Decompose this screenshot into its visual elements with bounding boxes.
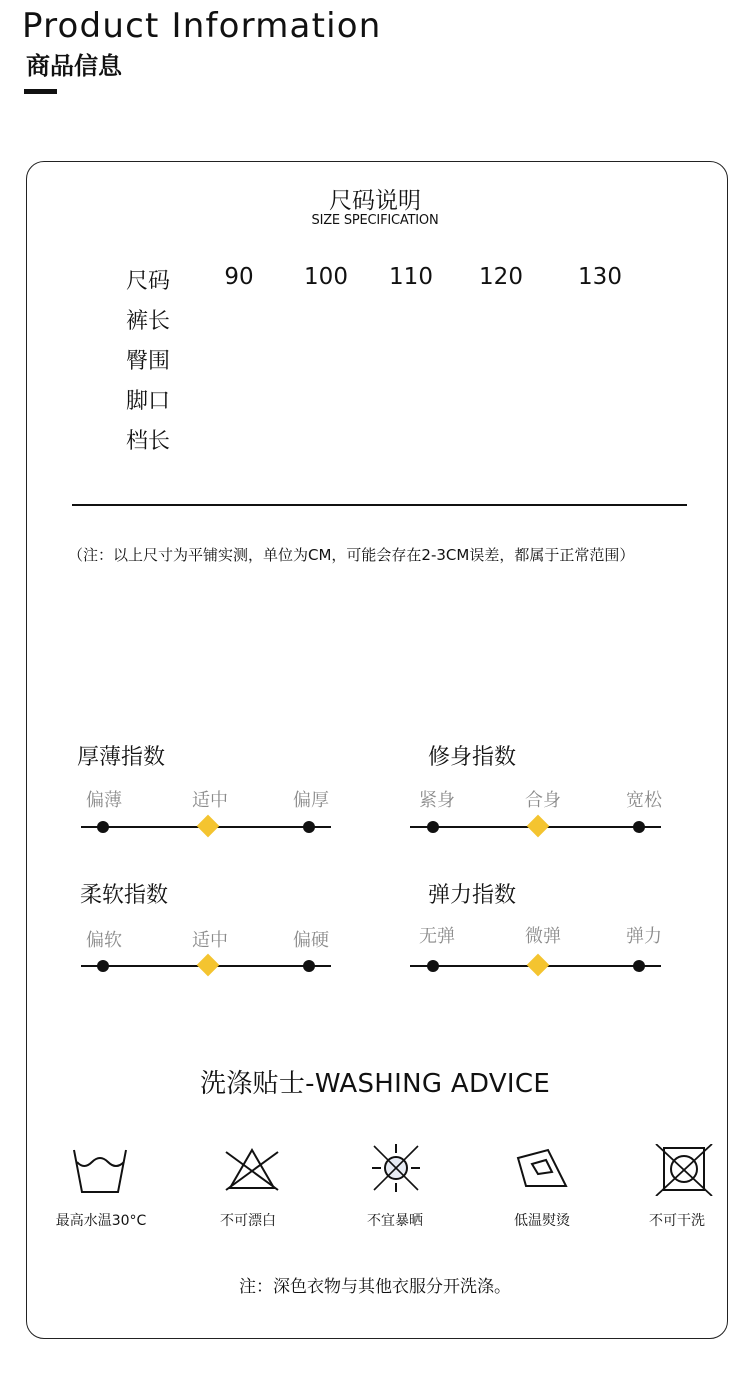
title-underline bbox=[24, 89, 57, 94]
index-dot bbox=[633, 821, 645, 833]
index-dot bbox=[303, 821, 315, 833]
index-title-softness: 柔软指数 bbox=[80, 883, 169, 908]
no-dry-clean-icon bbox=[654, 1144, 714, 1196]
index-option: 微弹 bbox=[525, 926, 561, 947]
wash-30-icon bbox=[70, 1144, 130, 1196]
index-dot bbox=[303, 960, 315, 972]
wash-label-bleach: 不可漂白 bbox=[220, 1213, 276, 1229]
size-col-130: 130 bbox=[578, 264, 622, 290]
row-label-length: 裤长 bbox=[126, 309, 171, 334]
row-label-hip: 臀围 bbox=[126, 349, 171, 374]
index-title-elasticity: 弹力指数 bbox=[428, 883, 517, 908]
washing-title: 洗涤贴士-WASHING ADVICE bbox=[199, 1069, 551, 1099]
no-sun-icon bbox=[366, 1142, 426, 1194]
index-option: 弹力 bbox=[626, 926, 662, 947]
index-dot bbox=[97, 821, 109, 833]
index-option: 偏厚 bbox=[293, 790, 329, 811]
index-option: 合身 bbox=[525, 790, 561, 811]
index-option: 紧身 bbox=[419, 790, 455, 811]
row-label-rise: 档长 bbox=[126, 429, 171, 454]
index-option: 偏薄 bbox=[86, 790, 122, 811]
size-spec-subtitle: SIZE SPECIFICATION bbox=[311, 213, 439, 228]
no-bleach-icon bbox=[222, 1144, 282, 1196]
row-label-size: 尺码 bbox=[126, 269, 171, 294]
index-option: 偏硬 bbox=[293, 930, 329, 951]
wash-label-sun: 不宜暴晒 bbox=[367, 1213, 423, 1229]
wash-label-temp: 最高水温30°C bbox=[55, 1213, 147, 1229]
index-option: 偏软 bbox=[86, 930, 122, 951]
page-title-cn: 商品信息 bbox=[26, 52, 122, 80]
index-dot bbox=[97, 960, 109, 972]
index-dot bbox=[427, 821, 439, 833]
index-option: 无弹 bbox=[419, 926, 455, 947]
row-label-hem: 脚口 bbox=[126, 389, 171, 414]
size-col-120: 120 bbox=[479, 264, 523, 290]
wash-label-dryclean: 不可干洗 bbox=[649, 1213, 705, 1229]
size-col-100: 100 bbox=[304, 264, 348, 290]
index-option: 宽松 bbox=[626, 790, 662, 811]
wash-label-iron: 低温熨烫 bbox=[514, 1213, 570, 1229]
index-title-thickness: 厚薄指数 bbox=[77, 745, 166, 770]
low-iron-icon bbox=[512, 1144, 572, 1196]
index-dot bbox=[427, 960, 439, 972]
size-col-90: 90 bbox=[224, 264, 254, 290]
page-title-en: Product Information bbox=[22, 6, 382, 46]
index-dot bbox=[633, 960, 645, 972]
size-note: （注：以上尺寸为平铺实测，单位为CM，可能会存在2-3CM误差，都属于正常范围） bbox=[68, 546, 635, 564]
index-option: 适中 bbox=[192, 930, 228, 951]
size-col-110: 110 bbox=[389, 264, 433, 290]
washing-note: 注：深色衣物与其他衣服分开洗涤。 bbox=[239, 1277, 511, 1297]
index-title-fit: 修身指数 bbox=[428, 745, 517, 770]
divider bbox=[72, 504, 687, 506]
size-spec-title: 尺码说明 bbox=[329, 188, 421, 214]
index-option: 适中 bbox=[192, 790, 228, 811]
